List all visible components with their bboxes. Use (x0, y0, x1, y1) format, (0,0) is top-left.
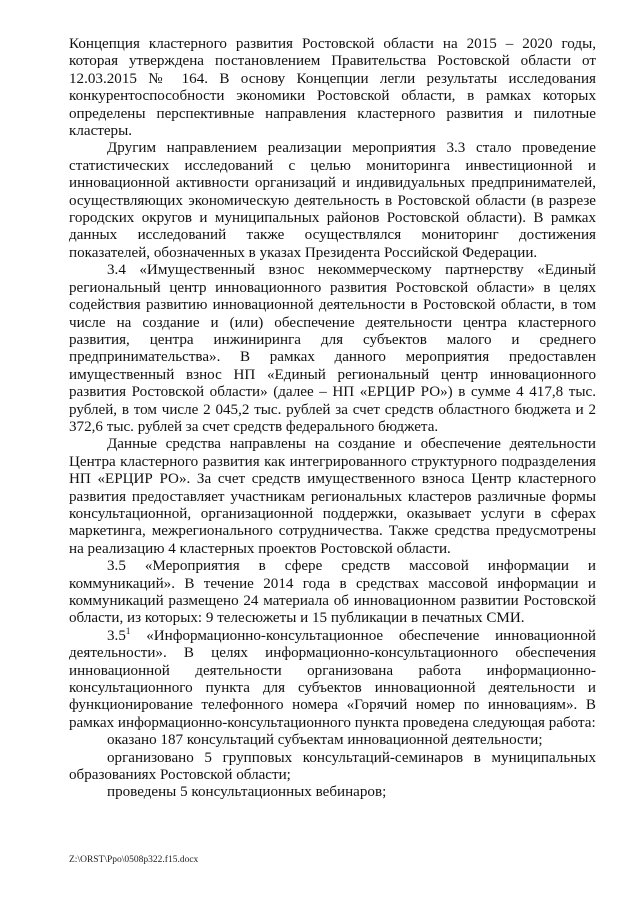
paragraph-6 (69, 625, 596, 732)
document-body (69, 36, 596, 802)
paragraph-4: Данные средства направлены на создание и обеспечение деятельности Центра кластерного развития как интегрированного структурного подразделения НП «ЕРЦИР РО». За счет средств имущественного взноса Центр кластерного развития предоставляет участникам региональных кластеров различные формы консультационной, организационной поддержки, оказывает услуги в сферах маркетинга, межрегионального сотрудничества. Также средства предусмотрены на реализацию 4 кластерных проектов Ростовской области. (69, 436, 596, 557)
section-number: 3.5 (107, 627, 126, 644)
list-item-consultations: оказано 187 консультаций субъектам инновационной деятельности; (107, 732, 543, 749)
superscript-number: 1 (125, 625, 131, 636)
paragraph-5: 3.5 «Мероприятия в сфере средств массовой информации и коммуникаций». В течение 2014 года в средствах массовой информации и коммуникаций размещено 24 материала об инновационном развитии Ростовской области, из которых: 9 телесюжеты и 15 публикации в печатных СМИ. (69, 558, 596, 627)
list-item-webinars: проведены 5 консультационных вебинаров; (107, 784, 387, 801)
file-path-footer: Z:\ORST\Ppo\0508p322.f15.docx (69, 855, 199, 865)
paragraph-6-text: «Информационно-консультационное обеспечение инновационной деятельности». В целях информационно-консультационного обеспечения инновационной деятельности организована работа информационно-консультационного пункта для субъектов инновационной деятельности и функционирование телефонного номера «Горячий номер по инновациям». В рамках информационно-консультационного пункта проведена следующая работа: (69, 627, 596, 731)
paragraph-1: Концепция кластерного развития Ростовской области на 2015 – 2020 годы, которая утверждена постановлением Правительства Ростовской области от 12.03.2015 № 164. В основу Концепции легли результаты исследования конкурентоспособности экономики Ростовской области, в рамках которых определены перспективные направления кластерного развития и пилотные кластеры. (69, 36, 596, 140)
list-item-seminars: организовано 5 групповых консультаций-семинаров в муниципальных образованиях Ростовской области; (69, 749, 596, 784)
paragraph-2: Другим направлением реализации мероприятия 3.3 стало проведение статистических исследований с целью мониторинга инвестиционной и инновационной активности организаций и индивидуальных предпринимателей, осуществляющих экономическую деятельность в Ростовской области (в разрезе городских округов и муниципальных районов Ростовской области). В рамках данных исследований также осуществлялся мониторинг достижения показателей, обозначенных в указах Президента Российской Федерации. (69, 140, 596, 261)
paragraph-3: 3.4 «Имущественный взнос некоммерческому партнерству «Единый региональный центр инновационного развития Ростовской области» в целях содействия развитию инновационной деятельности в Ростовской области, в том числе на создание и (или) обеспечение деятельности центра кластерного развития, центра инжиниринга для субъектов малого и среднего предпринимательства». В рамках данного мероприятия предоставлен имущественный взнос НП «Единый региональный центр инновационного развития Ростовской области» (далее – НП «ЕРЦИР РО») в сумме 4 417,8 тыс. рублей, в том числе 2 045,2 тыс. рублей за счет средств областного бюджета и 2 372,6 тыс. рублей за счет средств федерального бюджета. (69, 262, 596, 435)
